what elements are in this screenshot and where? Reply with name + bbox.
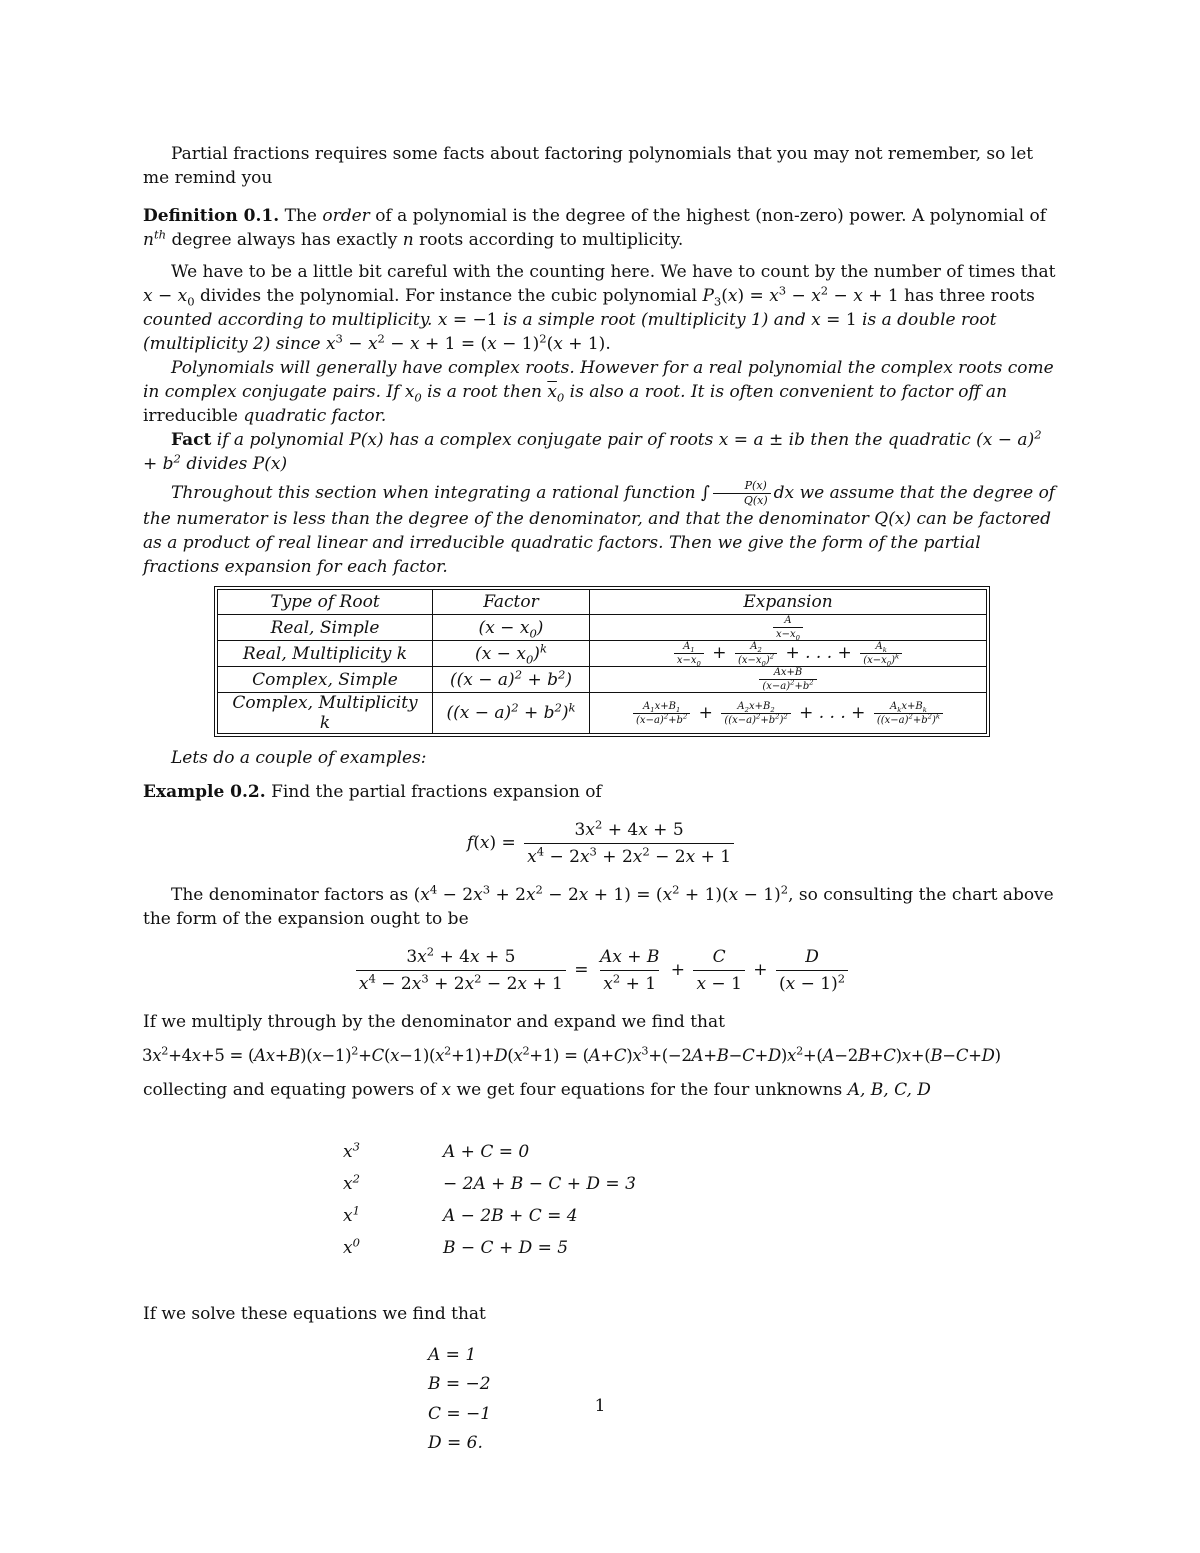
fact-paragraph: Fact if a polynomial P(x) has a complex conjugate pair of roots x = a ± ib then the quadratic $(x - a)^2 + b^2$ divides P(x) <box>143 427 1042 474</box>
page-number: 1 <box>594 1396 606 1416</box>
counting-paragraph: We have to be a little bit careful with the counting here. We have to count by the number of times that $x - x_0$ divides the polynomial. For instance the cubic polynomial $P_3(x) = x^3 - x^2 - x + 1$ has three roots counted according to multiplicity. x = −1 is a simple root (multiplicity 1) and x = 1 is a double root (multiplicity 2) since $x^3 - x^2 - x + 1 = (x - 1)^2(x + 1)$. <box>143 262 1056 354</box>
table-row: Complex, Simple $((x - a)^2 + b^2)$ $\frac{Ax+B}{(x-a)^2+b^2}$ <box>218 667 987 693</box>
multiply-paragraph: If we multiply through by the denominator and expand we find that <box>143 1012 725 1032</box>
collecting-paragraph: collecting and equating powers of x we get four equations for the four unknowns A, B, C, D <box>143 1080 931 1100</box>
expansion-form-equation: $\frac{3x^2 + 4x + 5}{x^4 - 2x^3 + 2x^2 - 2x + 1}$ = $\frac{Ax + B}{x^2 + 1}$ + $\frac{C}{x - 1}$ + $\frac{D}{(x - 1)^2}$ <box>143 945 1061 996</box>
header-type-of-root: Type of Root <box>218 590 433 615</box>
table-header-row <box>218 590 987 615</box>
table-row: Complex, Multiplicity k $((x - a)^2 + b^2)^k$ $\frac{A_1x+B_1}{(x-a)^2+b^2}$ + $\frac{A_2x+B_2}{((x-a)^2+b^2)^2}$ + . . . + $\frac{A_kx+B_k}{((x-a)^2+b^2)^k}$ <box>218 693 987 734</box>
partial-fractions-table <box>217 589 987 734</box>
header-expansion: Expansion <box>590 590 987 615</box>
table-row: Real, Simple $(x - x_0)$ $\frac{A}{x-x_0}$ <box>218 615 987 641</box>
definition-label: Definition 0.1. <box>143 206 280 226</box>
throughout-paragraph: Throughout this section when integrating a rational function ∫ $\frac{P(x)}{Q(x)}$ dx we assume that the degree of the numerator is less than the degree of the denominator, and that the denominator Q(x) can be factored as a product of real linear and irreducible quadratic factors. Then we give the form of the partial fractions expansion for each factor. <box>143 479 1056 577</box>
document-page <box>143 142 1061 1458</box>
solution-row: C = −1 <box>428 1403 492 1424</box>
solve-paragraph: If we solve these equations we find that <box>143 1304 486 1324</box>
equation-row: $x^2$ − 2A + B − C + D = 3 <box>343 1171 636 1194</box>
equation-system <box>343 1136 1061 1264</box>
header-factor: Factor <box>433 590 590 615</box>
equation-row: $x^3$ A + C = 0 <box>343 1139 530 1162</box>
complex-roots-paragraph: Polynomials will generally have complex roots. However for a real polynomial the complex roots come in complex conjugate pairs. If $x_0$ is a root then $\overline{x}_0$ is also a root. It is often convenient to factor off an irreducible quadratic factor. <box>143 358 1054 426</box>
intro-paragraph: Partial fractions requires some facts about factoring polynomials that you may not remember, so let me remind you <box>143 144 1034 188</box>
denominator-paragraph: The denominator factors as $(x^4 - 2x^3 + 2x^2 - 2x + 1) = (x^2 + 1)(x - 1)^2$, so consulting the chart above the form of the expansion ought to be <box>143 882 1054 929</box>
table-row: Real, Multiplicity k $(x - x_0)^k$ $\frac{A_1}{x-x_0}$ + $\frac{A_2}{(x-x_0)^2}$ + . . . + $\frac{A_k}{(x-x_0)^k}$ <box>218 641 987 667</box>
definition-paragraph: Definition 0.1. The order of a polynomial is the degree of the highest (non-zero) power. A polynomial of $n^{th}$ degree always has exactly n roots according to multiplicity. <box>143 206 1047 250</box>
example-label: Example 0.2. <box>143 782 266 802</box>
fact-label: Fact <box>171 430 212 450</box>
expanded-equation: $3x^2+4x+5 = (Ax+B)(x-1)^2+C(x-1)(x^2+1)+D(x^2+1) = (A+C)x^3+(-2A+B-C+D)x^2+(A-2B+C)x+(B-C+D)$ <box>142 1044 1001 1065</box>
solution-row: B = −2 <box>428 1374 491 1395</box>
examples-intro: Lets do a couple of examples: <box>171 748 427 768</box>
solution-row: A = 1 <box>428 1344 477 1365</box>
equation-row: $x^0$ B − C + D = 5 <box>343 1235 569 1258</box>
solution-row: D = 6. <box>428 1433 483 1454</box>
example-heading: Example 0.2. Find the partial fractions expansion of <box>143 782 602 802</box>
equation-row: $x^1$ A − 2B + C = 4 <box>343 1203 578 1226</box>
function-equation: f(x) = $\frac{3x^2 + 4x + 5}{x^4 - 2x^3 + 2x^2 - 2x + 1}$ <box>143 818 1061 869</box>
